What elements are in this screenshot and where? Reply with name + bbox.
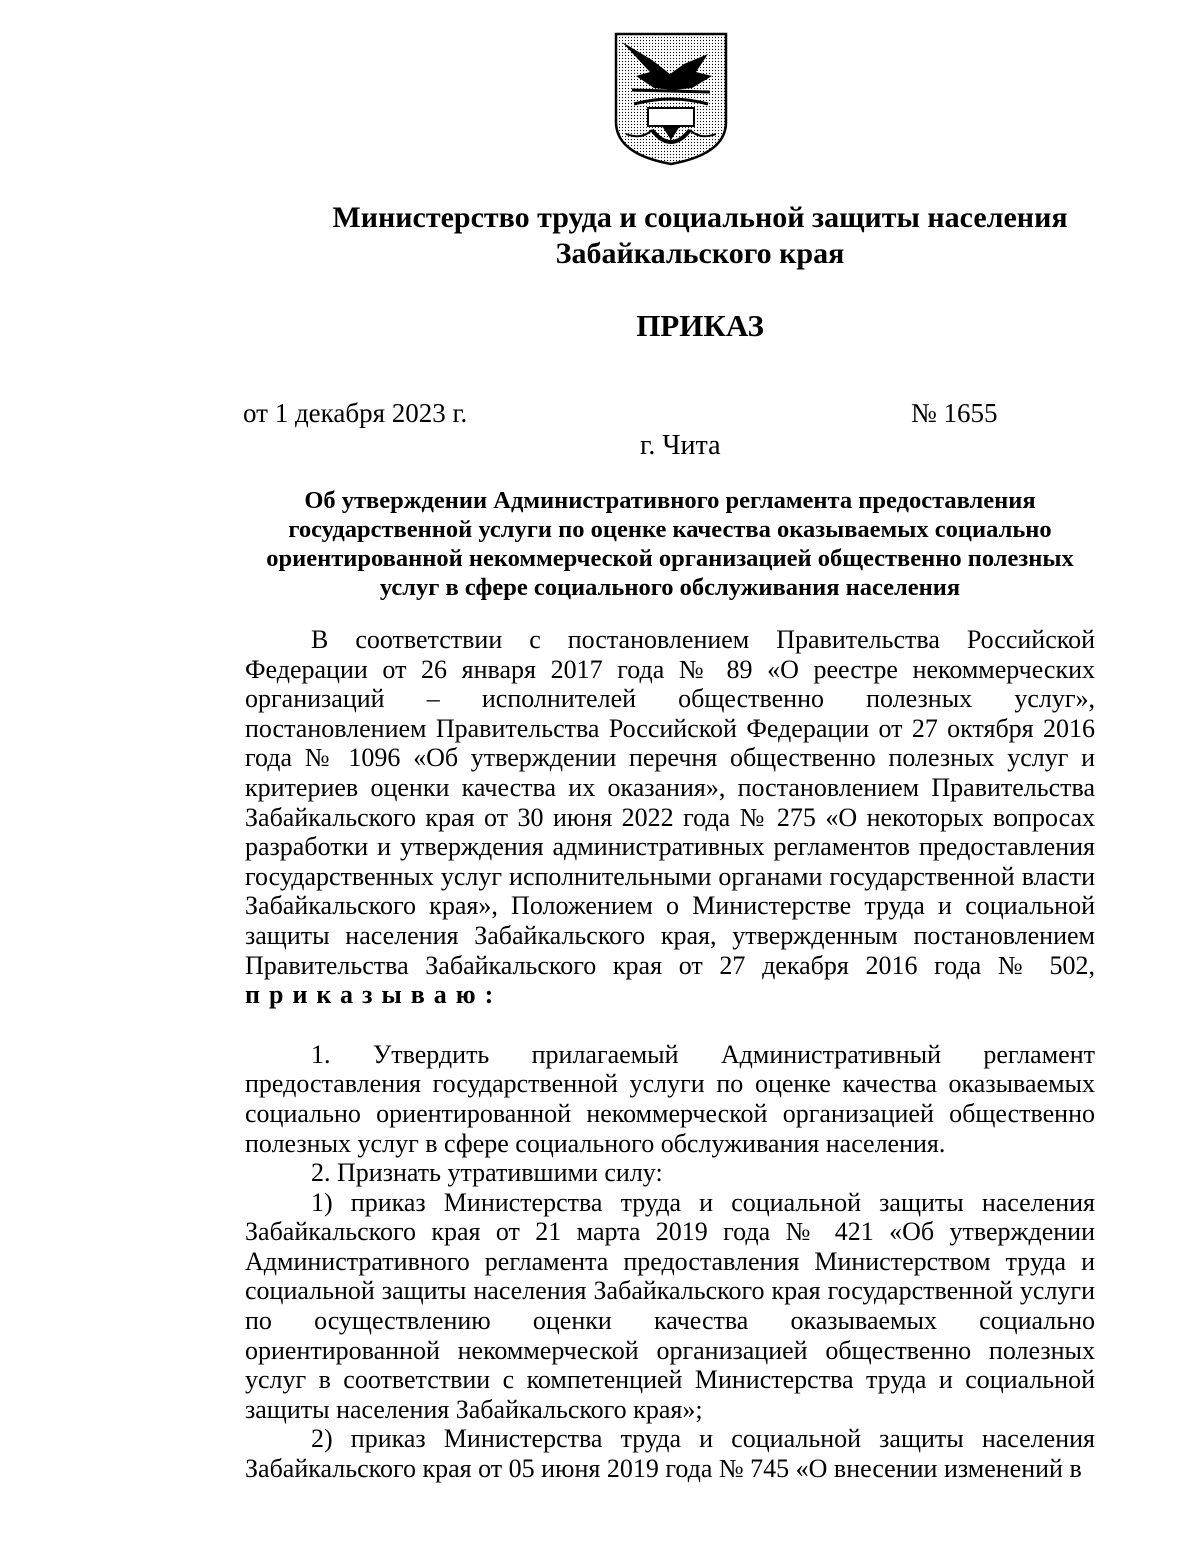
coat-of-arms-icon	[612, 30, 730, 168]
document-number: № 1655	[911, 398, 998, 428]
document-date: от 1 декабря 2023 г.	[243, 398, 468, 428]
document-type: ПРИКАЗ	[636, 308, 764, 343]
preamble-text: В соответствии с постановлением Правительства Российской Федерации от 26 января 2017 года № 89 «О реестре некоммерческих организаций – исполнителей общественно полезных услуг», постановлением Правительства Российской Федерации от 27 октября 2016 года № 1096 «Об утверждении перечня общественно полезных услуг и критериев оценки качества их оказания», постановлением Правительства Забайкальского края от 30 июня 2022 года № 275 «О некоторых вопросах разработки и утверждения административных регламентов предоставления государственных услуг исполнительными органами государственной власти Забайкальского края», Положением о Министерстве труда и социальной защиты населения Забайкальского края, утвержденным постановлением Правительства Забайкальского края от 27 декабря 2016 года № 502,	[245, 625, 1095, 980]
document-subject: Об утверждении Административного регламента предоставления государственной услуги по оценке качества оказываемых социально ориентированной некоммерческой организацией общественно полезных услуг в сфере социального обслуживания населения	[266, 487, 1074, 601]
ministry-name-line2: Забайкальского края	[555, 237, 845, 270]
ministry-name-line1: Министерство труда и социальной защиты населения	[332, 201, 1068, 234]
order-word: приказываю:	[245, 980, 503, 1010]
document-city: г. Чита	[640, 430, 721, 461]
item-1-paragraph: 1. Утвердить прилагаемый Административный регламент предоставления государственной услуги по оценке качества оказываемых социально ориентированной некоммерческой организацией общественно полезных услуг в сфере социального обслуживания населения.	[245, 1039, 1095, 1158]
ministry-name	[200, 200, 1200, 272]
preamble-paragraph	[245, 625, 1095, 1010]
item-2-1-paragraph: 1) приказ Министерства труда и социальной защиты населения Забайкальского края от 21 марта 2019 года № 421 «Об утверждении Административного регламента предоставления Министерством труда и социальной защиты населения Забайкальского края государственной услуги по осуществлению оценки качества оказываемых социально ориентированной некоммерческой организацией общественно полезных услуг в соответствии с компетенцией Министерства труда и социальной защиты населения Забайкальского края»;	[245, 1187, 1095, 1424]
item-2-2-paragraph: 2) приказ Министерства труда и социальной защиты населения Забайкальского края от 05 июня 2019 года № 745 «О внесении изменений в	[245, 1424, 1095, 1484]
document-body	[245, 625, 1095, 1484]
item-2-paragraph: 2. Признать утратившими силу:	[311, 1158, 663, 1188]
